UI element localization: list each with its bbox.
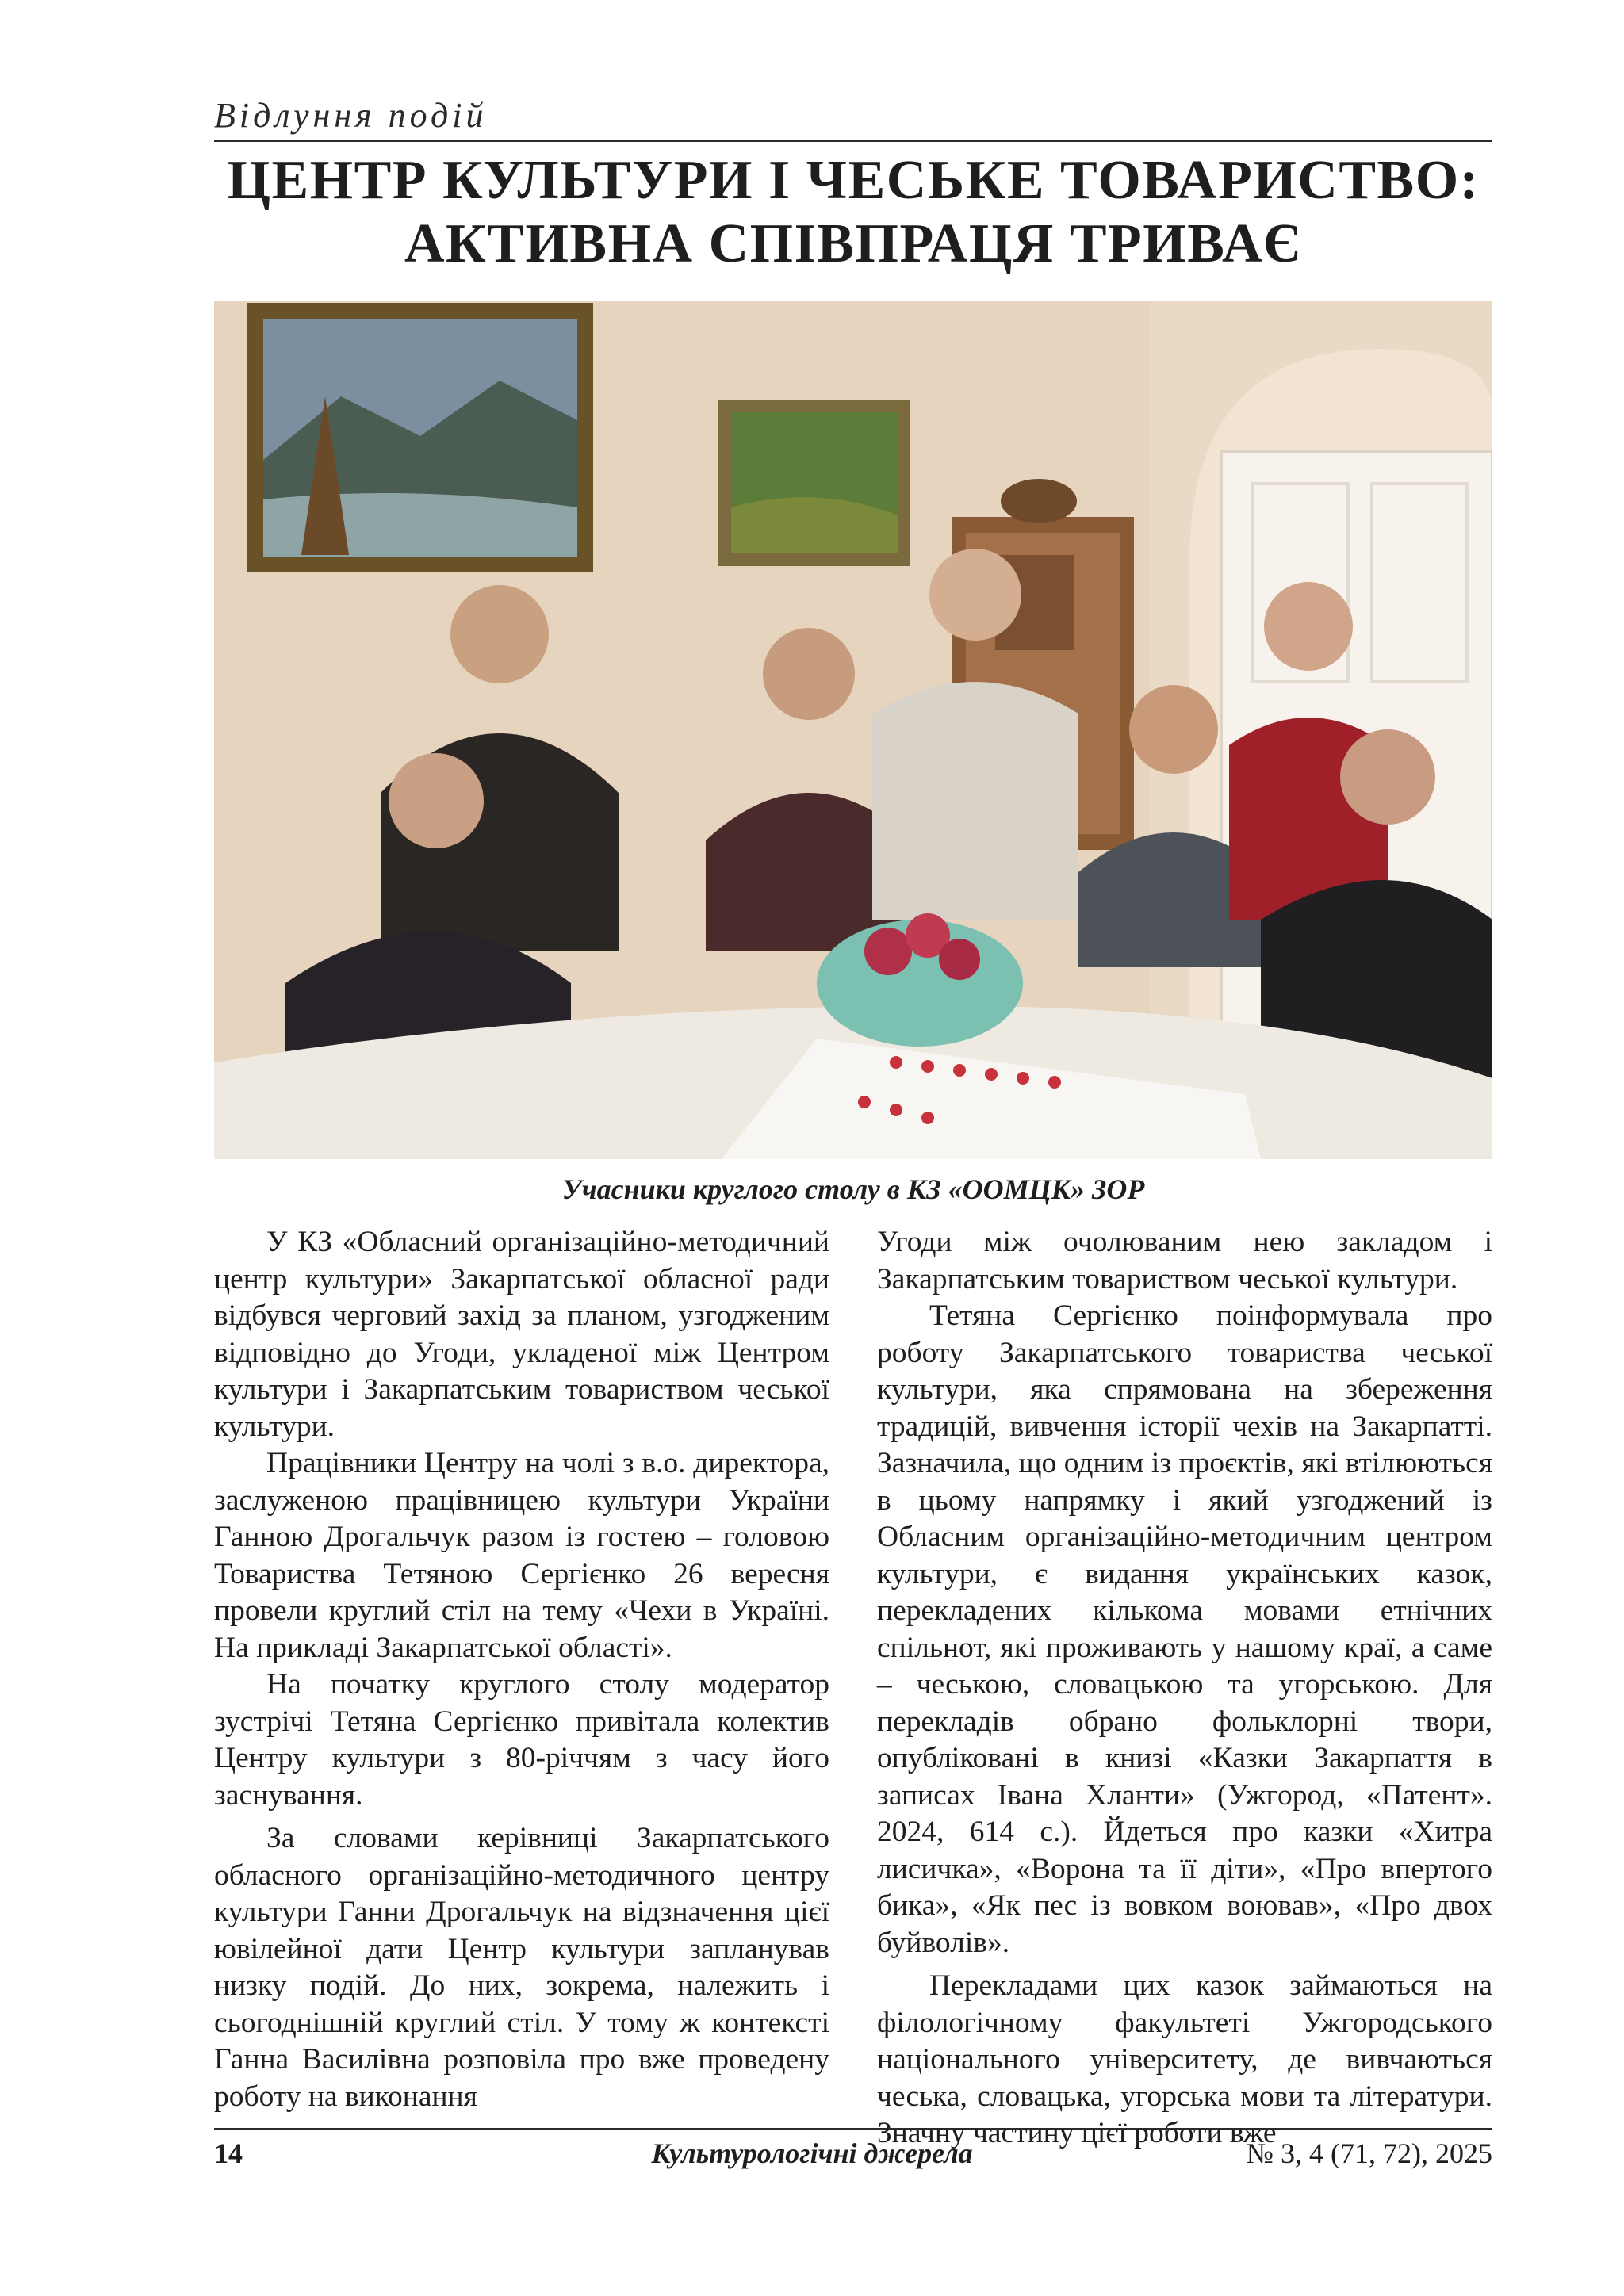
section-label: Відлуння подій [214, 96, 488, 135]
article-title-line-1: ЦЕНТР КУЛЬТУРИ І ЧЕСЬКЕ ТОВАРИСТВО: [227, 150, 1480, 211]
journal-name: Культурологічні джерела [651, 2137, 973, 2169]
paragraph: Працівники Центру на чолі з в.о. директора, заслуженою працівницею культури України Ганною Дрогальчук разом із гостею – головою Товариства Тетяною Сергієнко 26 вересня провели круглий стіл на тему «Чехи в Україні. На прикладі Закарпатської області». [214, 1447, 829, 1664]
paragraph: У КЗ «Обласний організаційно-методичний центр культури» Закарпатської обласної ради відбувся черговий захід за планом, узгодженим відповідно до Угоди, укладеної між Центром культури і Закарпатським товариством чеської культури. [214, 1226, 829, 1443]
photo-caption: Учасники круглого столу в КЗ «ООМЦК» ЗОР [561, 1173, 1145, 1205]
article-title [214, 149, 1492, 276]
issue-info: № 3, 4 (71, 72), 2025 [1246, 2137, 1492, 2169]
footer-divider [214, 2128, 1492, 2130]
paragraph: За словами керівниці Закарпатського обласного організаційно-методичного центру культури Ганни Дрогальчук на відзначення цієї ювілейної дати Центр культури запланував низку подій. До них, зокрема, належить і сьогоднішній круглий стіл. У тому ж контексті Ганна Василівна розповіла про вже проведену роботу на виконання [214, 1822, 829, 2113]
paragraph: На початку круглого столу модератор зустрічі Тетяна Сергієнко привітала колектив Центру культури з 80-річчям з часу його заснування. [214, 1668, 829, 1812]
section-divider [214, 140, 1492, 142]
paragraph: Тетяна Сергієнко поінформувала про роботу Закарпатського товариства чеської культури, яка спрямована на збереження традицій, вивчення історії чехів на Закарпатті. Зазначила, що одним із проєктів, які втілюються в цьому напрямку і який узгоджений із Обласним організаційно-методичним центром культури, є видання українських казок, перекладених кількома мовами етнічних спільнот, які проживають у нашому краї, а саме – чеською, словацькою та угорською. Для перекладів обрано фольклорні твори, опубліковані в книзі «Казки Закарпаття в записах Івана Хланти» (Ужгород, «Патент». 2024, 614 с.). Йдеться про казки «Хитра лисичка», «Ворона та її діти», «Про впертого бика», «Як пес із вовком воював», «Про двох буйволів». [877, 1299, 1492, 1959]
paragraph: Перекладами цих казок займаються на філологічному факультеті Ужгородського національного університету, де вивчаються чеська, словацька, угорська мови та літератури. Значну частину цієї роботи вже [877, 1969, 1492, 2149]
paragraph-continued: Угоди між очолюваним нею закладом і Закарпатським товариством чеської культури. [877, 1226, 1492, 1295]
page-number: 14 [214, 2137, 243, 2169]
group-photo [214, 301, 1492, 1159]
article-column-left [214, 1224, 829, 2115]
article-title-line-2: АКТИВНА СПІВПРАЦЯ ТРИВАЄ [404, 213, 1303, 274]
article-column-right [877, 1224, 1492, 2152]
